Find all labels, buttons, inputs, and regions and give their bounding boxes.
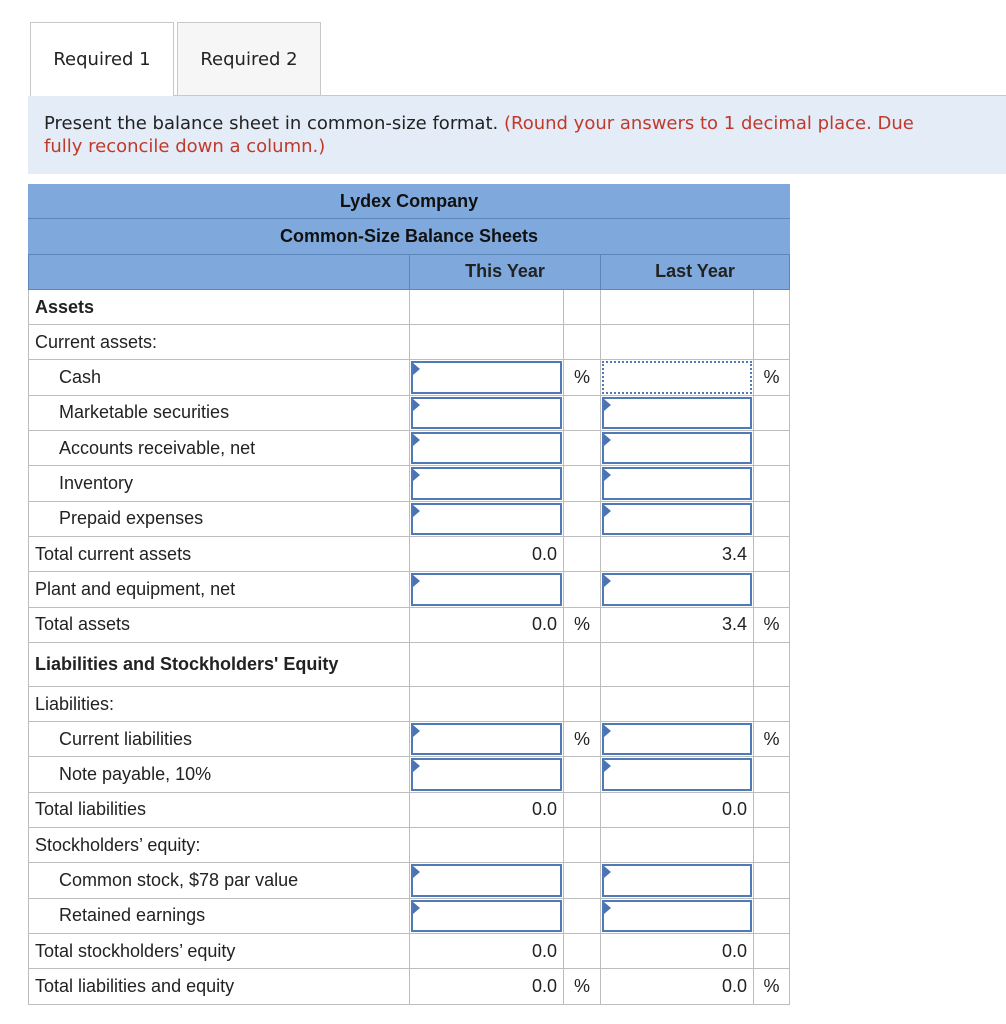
instruction-panel xyxy=(28,96,1006,174)
row-label: Total liabilities xyxy=(28,793,409,827)
table-row xyxy=(28,466,790,501)
inventory-last-year-input[interactable] xyxy=(602,467,752,499)
header-company-row xyxy=(28,184,790,219)
marketable-securities-last-year-input[interactable] xyxy=(602,397,752,429)
percent-sign: % xyxy=(563,969,600,1003)
instruction-line-2: fully reconcile down a column.) xyxy=(44,136,326,157)
row-label: Stockholders’ equity: xyxy=(28,828,409,862)
inventory-this-year-input[interactable] xyxy=(411,467,562,499)
percent-sign: % xyxy=(563,722,600,756)
total-liabilities-equity-last-year: 0.0 xyxy=(600,969,753,1003)
row-label: Total assets xyxy=(28,608,409,642)
row-label: Cash xyxy=(28,360,409,394)
prepaid-expenses-this-year-input[interactable] xyxy=(411,503,562,535)
common-stock-this-year-input[interactable] xyxy=(411,864,562,896)
table-row xyxy=(28,793,790,828)
total-liabilities-this-year: 0.0 xyxy=(409,793,563,827)
cash-this-year-input[interactable] xyxy=(411,361,562,393)
row-label: Total liabilities and equity xyxy=(28,969,409,1003)
row-label: Accounts receivable, net xyxy=(28,431,409,465)
company-name: Lydex Company xyxy=(339,190,479,211)
current-liabilities-last-year-input[interactable] xyxy=(602,723,752,755)
table-row xyxy=(28,934,790,969)
percent-sign: % xyxy=(753,360,790,394)
row-label: Marketable securities xyxy=(28,396,409,430)
row-label: Current assets: xyxy=(28,325,409,359)
row-label: Total current assets xyxy=(28,537,409,571)
table-row xyxy=(28,899,790,934)
row-label: Prepaid expenses xyxy=(28,502,409,536)
row-label: Common stock, $78 par value xyxy=(28,863,409,897)
col-header-last-year: Last Year xyxy=(600,255,790,289)
plant-equipment-last-year-input[interactable] xyxy=(602,573,752,605)
row-label: Assets xyxy=(28,290,409,324)
table-row xyxy=(28,757,790,792)
total-assets-this-year: 0.0 xyxy=(409,608,563,642)
instruction-text: Present the balance sheet in common-size format. xyxy=(44,113,499,134)
common-stock-last-year-input[interactable] xyxy=(602,864,752,896)
row-label: Liabilities: xyxy=(28,687,409,721)
table-row xyxy=(28,572,790,607)
percent-sign: % xyxy=(563,608,600,642)
marketable-securities-this-year-input[interactable] xyxy=(411,397,562,429)
total-liabilities-equity-this-year: 0.0 xyxy=(409,969,563,1003)
col-header-this-year: This Year xyxy=(409,255,600,289)
table-row xyxy=(28,537,790,572)
total-current-assets-this-year: 0.0 xyxy=(409,537,563,571)
total-stockholders-equity-this-year: 0.0 xyxy=(409,934,563,968)
current-liabilities-this-year-input[interactable] xyxy=(411,723,562,755)
accounts-receivable-this-year-input[interactable] xyxy=(411,432,562,464)
row-label: Note payable, 10% xyxy=(28,757,409,791)
table-row xyxy=(28,608,790,643)
row-label: Liabilities and Stockholders' Equity xyxy=(28,643,409,686)
balance-sheet-table xyxy=(28,184,790,1005)
total-liabilities-last-year: 0.0 xyxy=(600,793,753,827)
table-row xyxy=(28,290,790,325)
tab-required-2[interactable]: Required 2 xyxy=(177,22,321,96)
instruction-line-1 xyxy=(44,112,1006,135)
row-label: Retained earnings xyxy=(28,899,409,933)
total-stockholders-equity-last-year: 0.0 xyxy=(600,934,753,968)
percent-sign: % xyxy=(563,360,600,394)
table-row xyxy=(28,396,790,431)
table-row xyxy=(28,969,790,1004)
plant-equipment-this-year-input[interactable] xyxy=(411,573,562,605)
row-label: Plant and equipment, net xyxy=(28,572,409,606)
prepaid-expenses-last-year-input[interactable] xyxy=(602,503,752,535)
table-title: Common-Size Balance Sheets xyxy=(279,225,539,246)
row-label: Current liabilities xyxy=(28,722,409,756)
total-assets-last-year: 3.4 xyxy=(600,608,753,642)
table-row xyxy=(28,863,790,898)
accounts-receivable-last-year-input[interactable] xyxy=(602,432,752,464)
retained-earnings-last-year-input[interactable] xyxy=(602,900,752,932)
header-title-row xyxy=(28,219,790,254)
table-row xyxy=(28,828,790,863)
tab-bar xyxy=(30,22,321,96)
header-columns-row xyxy=(28,255,790,290)
percent-sign: % xyxy=(753,608,790,642)
total-current-assets-last-year: 3.4 xyxy=(600,537,753,571)
percent-sign: % xyxy=(753,722,790,756)
instruction-note: (Round your answers to 1 decimal place. Due xyxy=(503,113,914,134)
table-row xyxy=(28,643,790,687)
table-row xyxy=(28,325,790,360)
table-row xyxy=(28,360,790,395)
tab-required-1[interactable]: Required 1 xyxy=(30,22,174,96)
note-payable-last-year-input[interactable] xyxy=(602,758,752,790)
retained-earnings-this-year-input[interactable] xyxy=(411,900,562,932)
row-label: Total stockholders’ equity xyxy=(28,934,409,968)
row-label: Inventory xyxy=(28,466,409,500)
cash-last-year-input[interactable] xyxy=(602,361,752,393)
table-row xyxy=(28,502,790,537)
table-row xyxy=(28,431,790,466)
table-row xyxy=(28,687,790,722)
table-row xyxy=(28,722,790,757)
percent-sign: % xyxy=(753,969,790,1003)
note-payable-this-year-input[interactable] xyxy=(411,758,562,790)
